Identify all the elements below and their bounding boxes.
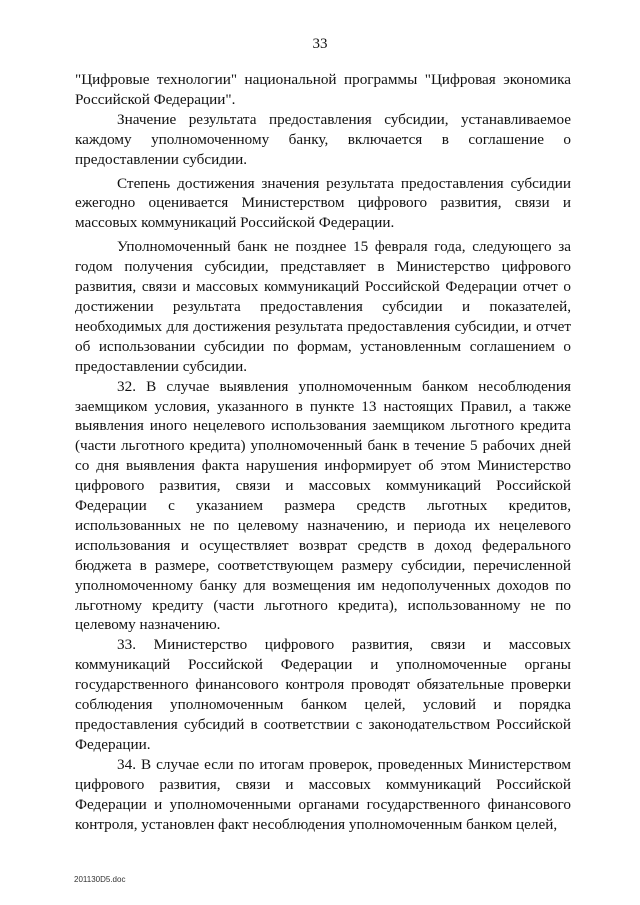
- file-code-footer: 201130D5.doc: [74, 875, 126, 884]
- paragraph-item-32: 32. В случае выявления уполномоченным банком несоблюдения заемщиком условия, указанного в пункте 13 настоящих Правил, а также выявления иного нецелевого использования заемщиком льготного кредита (части льготного кредита) уполномоченный банк в течение 5 рабочих дней со дня выявления факта нарушения информирует об этом Министерство цифрового развития, связи и массовых коммуникаций Российской Федерации с указанием размера средств льготных кредитов, использованных не по целевому назначению, и периода их нецелевого использования и осуществляет возврат средств в доход федерального бюджета в размере, соответствующем размеру субсидии, перечисленной уполномоченному банку для возмещения им недополученных доходов по льготному кредиту (части льготного кредита), использованному не по целевому назначению.: [75, 377, 571, 634]
- paragraph-continuation: "Цифровые технологии" национальной программы "Цифровая экономика Российской Федерации".: [75, 71, 571, 108]
- document-body: [75, 70, 571, 834]
- page-number: 33: [312, 36, 328, 52]
- paragraph-bank-report: Уполномоченный банк не позднее 15 февраля года, следующего за годом получения субсидии, представляет в Министерство цифрового развития, связи и массовых коммуникаций Российской Федерации отчет о достижении результата предоставления субсидии и показателей, необходимых для достижения результата предоставления субсидии, и отчет об использовании субсидии по формам, установленным соглашением о предоставлении субсидии.: [75, 238, 571, 375]
- paragraph-subsidy-result-value: Значение результата предоставления субсидии, устанавливаемое каждому уполномоченному банку, включается в соглашение о предоставлении субсидии.: [75, 110, 571, 168]
- paragraph-item-34: 34. В случае если по итогам проверок, проведенных Министерством цифрового развития, связи и массовых коммуникаций Российской Федерации и уполномоченными органами государственного финансового контроля, установлен факт несоблюдения уполномоченным банком целей,: [75, 755, 571, 833]
- paragraph-item-33: 33. Министерство цифрового развития, связи и массовых коммуникаций Российской Федерации и уполномоченные органы государственного финансового контроля проводят обязательные проверки соблюдения уполномоченным банком целей, условий и порядка предоставления субсидий в соответствии с законодательством Российской Федерации.: [75, 636, 571, 753]
- paragraph-achievement-assessment: Степень достижения значения результата предоставления субсидии ежегодно оценивается Министерством цифрового развития, связи и массовых коммуникаций Российской Федерации.: [75, 174, 571, 232]
